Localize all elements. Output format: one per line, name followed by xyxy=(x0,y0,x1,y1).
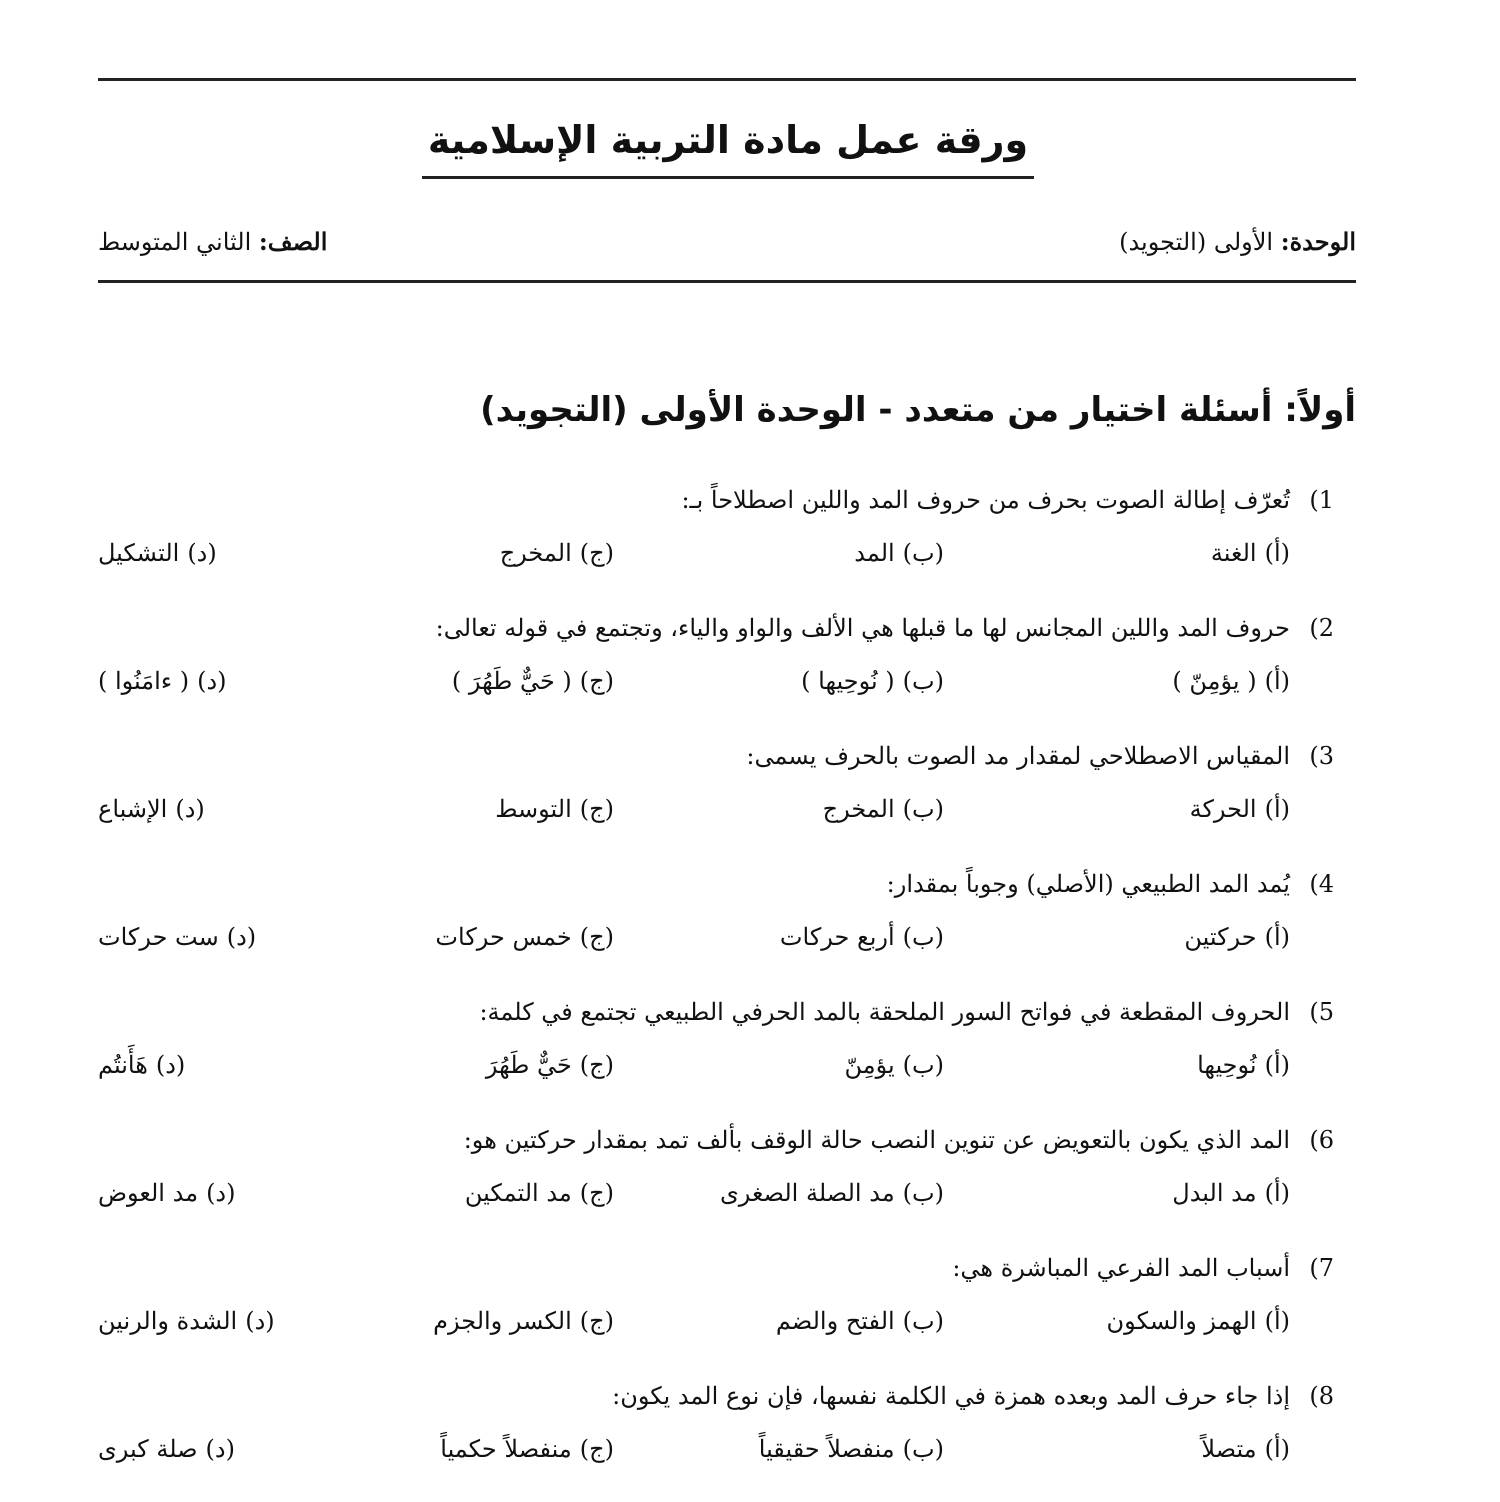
option-c[interactable] xyxy=(433,1296,614,1346)
option-b[interactable] xyxy=(854,528,944,578)
header-divider xyxy=(98,280,1356,283)
question-number: 4) xyxy=(1309,870,1334,898)
option-letter: (ب) xyxy=(902,1307,944,1335)
option-text: الإشباع xyxy=(98,795,168,823)
option-b[interactable] xyxy=(801,656,944,706)
option-text: مد البدل xyxy=(1172,1179,1257,1207)
options-row xyxy=(98,1040,1334,1090)
option-letter: (ب) xyxy=(902,539,944,567)
option-c[interactable] xyxy=(435,912,614,962)
option-text: متصلاً xyxy=(1201,1435,1257,1463)
option-text: ( يؤمِنّ ) xyxy=(1172,667,1257,695)
option-a[interactable] xyxy=(1172,1168,1290,1218)
option-c[interactable] xyxy=(486,1040,614,1090)
option-b[interactable] xyxy=(780,912,944,962)
unit-label: الوحدة: xyxy=(1280,227,1356,256)
option-letter: (ج) xyxy=(579,539,614,567)
option-text: التشكيل xyxy=(98,539,180,567)
options-row xyxy=(98,528,1334,578)
option-d[interactable] xyxy=(98,528,217,578)
option-text: منفصلاً حكمياً xyxy=(440,1435,572,1463)
option-letter: (ج) xyxy=(579,795,614,823)
option-text: المخرج xyxy=(822,795,895,823)
question-number: 5) xyxy=(1309,998,1334,1026)
option-text: ( ءامَنُوا ) xyxy=(98,667,190,695)
section-heading: أولاً: أسئلة اختيار من متعدد - الوحدة الأولى (التجويد) xyxy=(480,390,1356,430)
question-stem xyxy=(746,734,1334,778)
option-text: نُوحِيها xyxy=(1197,1051,1257,1079)
options-row xyxy=(98,912,1334,962)
question-stem xyxy=(952,1246,1334,1290)
option-d[interactable] xyxy=(98,1296,275,1346)
option-letter: (ب) xyxy=(902,1051,944,1079)
option-letter: (د) xyxy=(187,539,217,567)
option-letter: (أ) xyxy=(1264,1051,1290,1079)
option-a[interactable] xyxy=(1172,656,1290,706)
option-text: منفصلاً حقيقياً xyxy=(758,1435,895,1463)
option-letter: (ج) xyxy=(579,1051,614,1079)
option-letter: (د) xyxy=(175,795,205,823)
option-d[interactable] xyxy=(98,1040,185,1090)
option-text: حركتين xyxy=(1184,923,1257,951)
option-text: الغنة xyxy=(1210,539,1257,567)
option-a[interactable] xyxy=(1211,528,1290,578)
option-letter: (ج) xyxy=(579,1179,614,1207)
option-text: صلة كبرى xyxy=(98,1435,198,1463)
top-divider xyxy=(98,78,1356,81)
question-item xyxy=(98,734,1334,862)
question-stem xyxy=(464,1118,1334,1162)
question-text: المقياس الاصطلاحي لمقدار مد الصوت بالحرف يسمى: xyxy=(746,742,1290,770)
option-letter: (ب) xyxy=(902,1435,944,1463)
option-letter: (د) xyxy=(226,923,257,951)
option-text: ( حَيٌّ طَهُرَ ) xyxy=(451,667,572,695)
options-row xyxy=(98,656,1334,706)
option-letter: (ب) xyxy=(902,795,944,823)
question-list xyxy=(98,478,1334,1502)
question-item xyxy=(98,1246,1334,1374)
question-stem xyxy=(479,990,1334,1034)
option-text: خمس حركات xyxy=(435,923,572,951)
option-b[interactable] xyxy=(759,1424,944,1474)
option-letter: (د) xyxy=(245,1307,275,1335)
class-value: الثاني المتوسط xyxy=(98,228,252,256)
question-item xyxy=(98,990,1334,1118)
option-letter: (أ) xyxy=(1264,1179,1290,1207)
option-letter: (ب) xyxy=(902,1179,944,1207)
options-row xyxy=(98,1168,1334,1218)
question-text: يُمد المد الطبيعي (الأصلي) وجوباً بمقدار: xyxy=(886,870,1290,898)
question-stem xyxy=(887,862,1334,906)
question-text: إذا جاء حرف المد وبعده همزة في الكلمة نفسها، فإن نوع المد يكون: xyxy=(612,1382,1290,1410)
worksheet-header-info xyxy=(98,222,1356,262)
unit-value: الأولى (التجويد) xyxy=(1119,228,1274,256)
option-b[interactable] xyxy=(844,1040,944,1090)
option-d[interactable] xyxy=(98,912,256,962)
question-stem xyxy=(681,478,1334,522)
question-item xyxy=(98,862,1334,990)
option-d[interactable] xyxy=(98,1424,235,1474)
option-text: التوسط xyxy=(495,795,572,823)
option-b[interactable] xyxy=(720,1168,944,1218)
option-text: هَأَنتُم xyxy=(98,1051,148,1079)
option-letter: (ب) xyxy=(902,923,944,951)
question-stem xyxy=(612,1374,1334,1418)
question-text: أسباب المد الفرعي المباشرة هي: xyxy=(952,1254,1290,1282)
question-item xyxy=(98,606,1334,734)
option-letter: (د) xyxy=(206,1179,236,1207)
option-letter: (أ) xyxy=(1264,1435,1290,1463)
option-a[interactable] xyxy=(1201,1424,1290,1474)
question-number: 1) xyxy=(1309,486,1334,514)
option-text: يؤمِنّ xyxy=(844,1051,895,1079)
option-text: الشدة والرنين xyxy=(98,1307,238,1335)
options-row xyxy=(98,784,1334,834)
option-c[interactable] xyxy=(500,528,614,578)
class-label: الصف: xyxy=(258,227,328,256)
option-text: الكسر والجزم xyxy=(433,1307,572,1335)
option-text: أربع حركات xyxy=(779,923,895,951)
question-text: الحروف المقطعة في فواتح السور الملحقة بالمد الحرفي الطبيعي تجتمع في كلمة: xyxy=(479,998,1290,1026)
option-a[interactable] xyxy=(1190,784,1290,834)
option-text: مد الصلة الصغرى xyxy=(719,1179,895,1207)
option-c[interactable] xyxy=(495,784,614,834)
option-letter: (أ) xyxy=(1264,1307,1290,1335)
option-a[interactable] xyxy=(1184,912,1290,962)
option-c[interactable] xyxy=(440,1424,614,1474)
question-number: 6) xyxy=(1309,1126,1334,1154)
question-number: 3) xyxy=(1309,742,1334,770)
option-letter: (د) xyxy=(155,1051,186,1079)
option-text: مد العوض xyxy=(98,1179,199,1207)
question-number: 8) xyxy=(1309,1382,1334,1410)
option-letter: (أ) xyxy=(1264,795,1290,823)
option-text: الفتح والضم xyxy=(775,1307,895,1335)
option-letter: (ج) xyxy=(579,923,614,951)
question-item xyxy=(98,478,1334,606)
option-text: حَيٌّ طَهُرَ xyxy=(485,1051,572,1079)
option-b[interactable] xyxy=(823,784,944,834)
option-letter: (ج) xyxy=(579,1435,614,1463)
question-number: 7) xyxy=(1309,1254,1334,1282)
option-letter: (ج) xyxy=(579,1307,614,1335)
question-number: 2) xyxy=(1309,614,1334,642)
worksheet-title: ورقة عمل مادة التربية الإسلامية xyxy=(422,112,1034,179)
option-c[interactable] xyxy=(452,656,614,706)
option-d[interactable] xyxy=(98,1168,235,1218)
option-b[interactable] xyxy=(776,1296,944,1346)
options-row xyxy=(98,1296,1334,1346)
option-letter: (أ) xyxy=(1264,667,1290,695)
option-d[interactable] xyxy=(98,656,227,706)
worksheet-title-wrapper xyxy=(0,112,1456,179)
unit-info xyxy=(1119,222,1356,262)
option-text: الحركة xyxy=(1189,795,1257,823)
option-text: الهمز والسكون xyxy=(1106,1307,1257,1335)
option-d[interactable] xyxy=(98,784,205,834)
question-text: حروف المد واللين المجانس لها ما قبلها هي الألف والواو والياء، وتجتمع في قوله تعالى: xyxy=(435,614,1290,642)
options-row xyxy=(98,1424,1334,1474)
option-a[interactable] xyxy=(1107,1296,1290,1346)
option-letter: (ب) xyxy=(902,667,944,695)
option-text: المد xyxy=(854,539,895,567)
option-letter: (أ) xyxy=(1264,923,1290,951)
option-c[interactable] xyxy=(465,1168,614,1218)
option-a[interactable] xyxy=(1197,1040,1290,1090)
class-info xyxy=(98,222,327,262)
question-text: المد الذي يكون بالتعويض عن تنوين النصب حالة الوقف بألف تمد بمقدار حركتين هو: xyxy=(463,1126,1290,1154)
question-stem xyxy=(436,606,1334,650)
option-text: مد التمكين xyxy=(464,1179,572,1207)
question-item xyxy=(98,1118,1334,1246)
option-text: ( نُوحِيها ) xyxy=(801,667,895,695)
question-item xyxy=(98,1374,1334,1502)
option-letter: (د) xyxy=(197,667,227,695)
option-text: ست حركات xyxy=(98,923,219,951)
option-letter: (أ) xyxy=(1264,539,1290,567)
option-text: المخرج xyxy=(499,539,572,567)
option-letter: (ج) xyxy=(579,667,614,695)
option-letter: (د) xyxy=(205,1435,235,1463)
question-text: تُعرّف إطالة الصوت بحرف من حروف المد واللين اصطلاحاً بـ: xyxy=(681,486,1290,514)
